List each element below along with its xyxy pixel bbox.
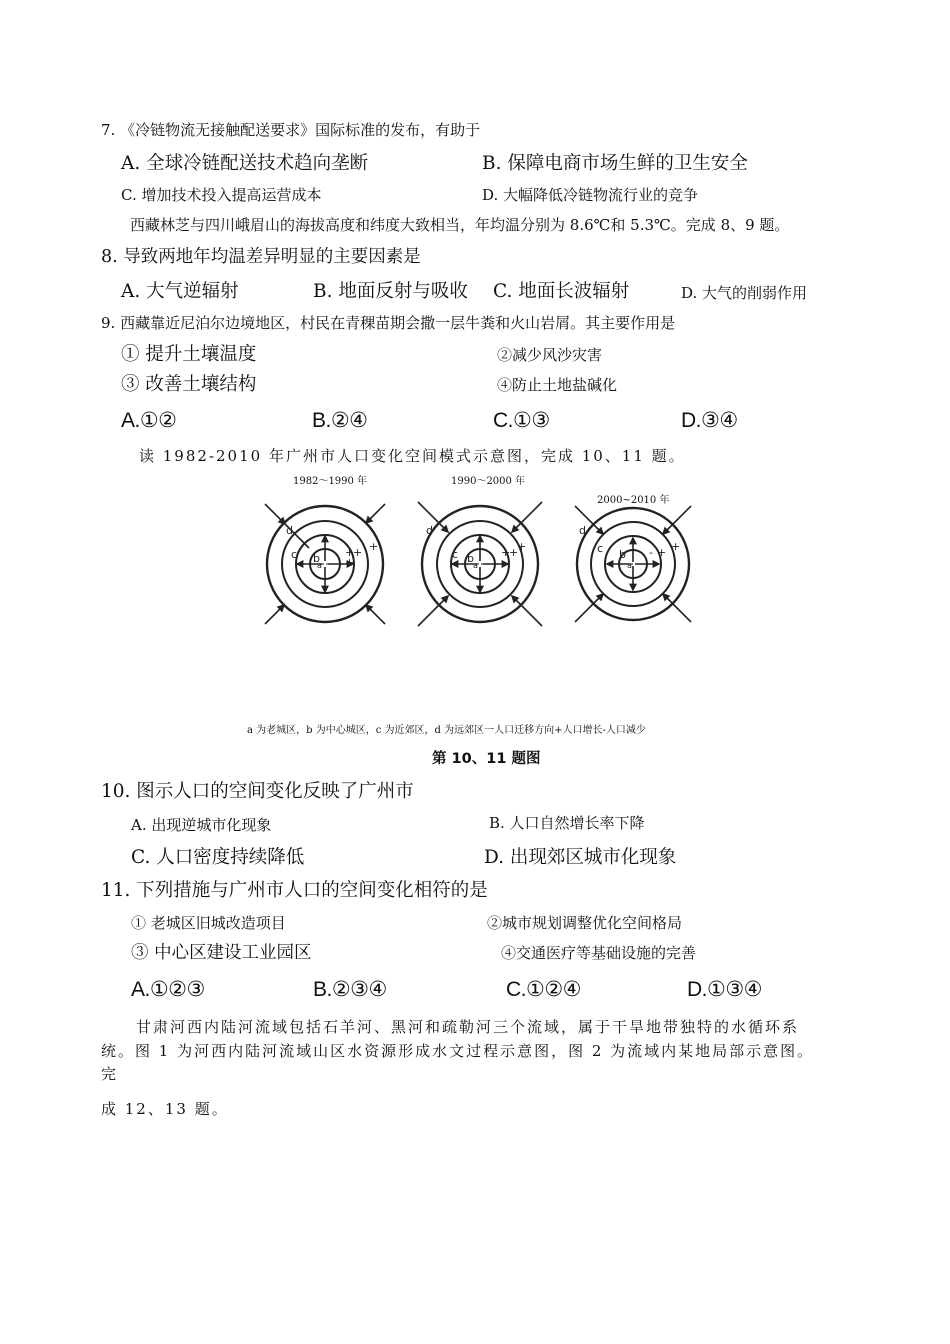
p1-label-c: c (291, 548, 298, 561)
q8-option-c: C. 地面长波辐射 (493, 281, 630, 302)
q11-option-a: A.①②③ (131, 978, 205, 1001)
q11-statement-1: ① 老城区旧城改造项目 (131, 914, 286, 932)
p2-label-a: a (473, 561, 478, 570)
q7-stem: 7. 《冷链物流无接触配送要求》国际标准的发布，有助于 (101, 121, 481, 139)
p3-label-d: d (579, 524, 586, 537)
intro-12-13-line-1: 甘肃河西内陆河流域包括石羊河、黑河和疏勒河三个流域，属于干旱地带独特的水循环系 (136, 1018, 800, 1036)
p1-label-b: b (313, 552, 320, 565)
figure-caption: 第 10、11 题图 (432, 751, 541, 767)
q10-stem: 10. 图示人口的空间变化反映了广州市 (101, 781, 414, 802)
q11-stem: 11. 下列措施与广州市人口的空间变化相符的是 (101, 880, 488, 901)
q8-option-a: A. 大气逆辐射 (121, 281, 239, 302)
intro-12-13-line-4: 成 12、13 题。 (101, 1100, 229, 1118)
q7-option-b: B. 保障电商市场生鲜的卫生安全 (482, 153, 748, 174)
q8-option-d: D. 大气的削弱作用 (681, 284, 808, 302)
q9-option-b: B.②④ (312, 409, 368, 432)
p2-label-d: d (426, 524, 433, 537)
q9-statement-1: ① 提升土壤温度 (121, 344, 257, 365)
intro-12-13-line-3: 完 (101, 1065, 117, 1083)
p3-label-a: a (627, 561, 632, 570)
q7-option-a: A. 全球冷链配送技术趋向垄断 (121, 153, 369, 174)
p1-label-a: a (317, 561, 322, 570)
p3-minus: - (649, 546, 653, 559)
population-change-diagram (255, 500, 705, 630)
q11-option-c: C.①②④ (506, 978, 581, 1001)
q11-statement-3: ③ 中心区建设工业园区 (131, 943, 312, 963)
p3-plus-1: + (657, 546, 667, 559)
q9-option-c: C.①③ (493, 409, 550, 432)
p2-plus-2: + (509, 546, 519, 559)
p3-plus-2: + (671, 540, 681, 553)
panel-3-rings (575, 506, 691, 622)
q7-option-d: D. 大幅降低冷链物流行业的竞争 (482, 186, 699, 204)
panel-1-rings (265, 504, 385, 624)
q9-option-a: A.①② (121, 409, 177, 432)
q9-statement-4: ④防止土地盐碱化 (497, 376, 618, 394)
q10-option-b: B. 人口自然增长率下降 (489, 814, 645, 832)
p3-label-c: c (597, 542, 604, 555)
q11-option-b: B.②③④ (313, 978, 387, 1001)
q9-stem: 9. 西藏靠近尼泊尔边境地区，村民在青稞苗期会撒一层牛粪和火山岩屑。其主要作用是 (101, 314, 676, 332)
q10-option-c: C. 人口密度持续降低 (131, 847, 305, 868)
p2-plus-3: + (517, 540, 527, 553)
q11-statement-4: ④交通医疗等基础设施的完善 (501, 944, 697, 962)
figure-legend: a 为老城区，b 为中心城区，c 为近郊区，d 为远郊区一人口迁移方向+人口增长-人口减少 (247, 725, 646, 736)
p1-plus-1: + (345, 546, 355, 559)
q10-option-a: A. 出现逆城市化现象 (131, 816, 272, 834)
panel-2-rings (418, 502, 542, 626)
p1-plus-4: + (369, 540, 379, 553)
panel-3-title: 2000~2010 年 (597, 495, 670, 506)
p2-label-c: c (452, 548, 459, 561)
intro-8-9: 西藏林芝与四川峨眉山的海拔高度和纬度大致相当，年均温分别为 8.6℃和 5.3℃。完成 8、9 题。 (130, 216, 790, 234)
q8-stem: 8. 导致两地年均温差异明显的主要因素是 (101, 247, 421, 267)
p2-label-b: b (467, 552, 474, 565)
panel-1-title: 1982～1990 年 (293, 476, 368, 487)
q8-option-b: B. 地面反射与吸收 (313, 281, 468, 302)
panel-2-title: 1990～2000 年 (451, 476, 526, 487)
q9-statement-2: ②减少风沙灾害 (497, 346, 603, 364)
q11-option-d: D.①③④ (687, 978, 762, 1001)
q7-option-c: C. 增加技术投入提高运营成本 (121, 186, 322, 204)
p3-label-b: b (619, 548, 626, 561)
p1-label-d: d (286, 524, 293, 537)
q9-option-d: D.③④ (681, 409, 738, 432)
q11-statement-2: ②城市规划调整优化空间格局 (487, 914, 683, 932)
p1-plus-3: + (345, 556, 355, 569)
p1-plus-2: + (353, 546, 363, 559)
q10-option-d: D. 出现郊区城市化现象 (484, 847, 677, 868)
q9-statement-3: ③ 改善土壤结构 (121, 374, 257, 395)
intro-10-11: 读 1982-2010 年广州市人口变化空间模式示意图，完成 10、11 题。 (139, 447, 686, 465)
p2-plus-1: + (501, 546, 511, 559)
intro-12-13-line-2: 统。图 1 为河西内陆河流域山区水资源形成水文过程示意图，图 2 为流域内某地局部示意图。 (101, 1042, 815, 1060)
